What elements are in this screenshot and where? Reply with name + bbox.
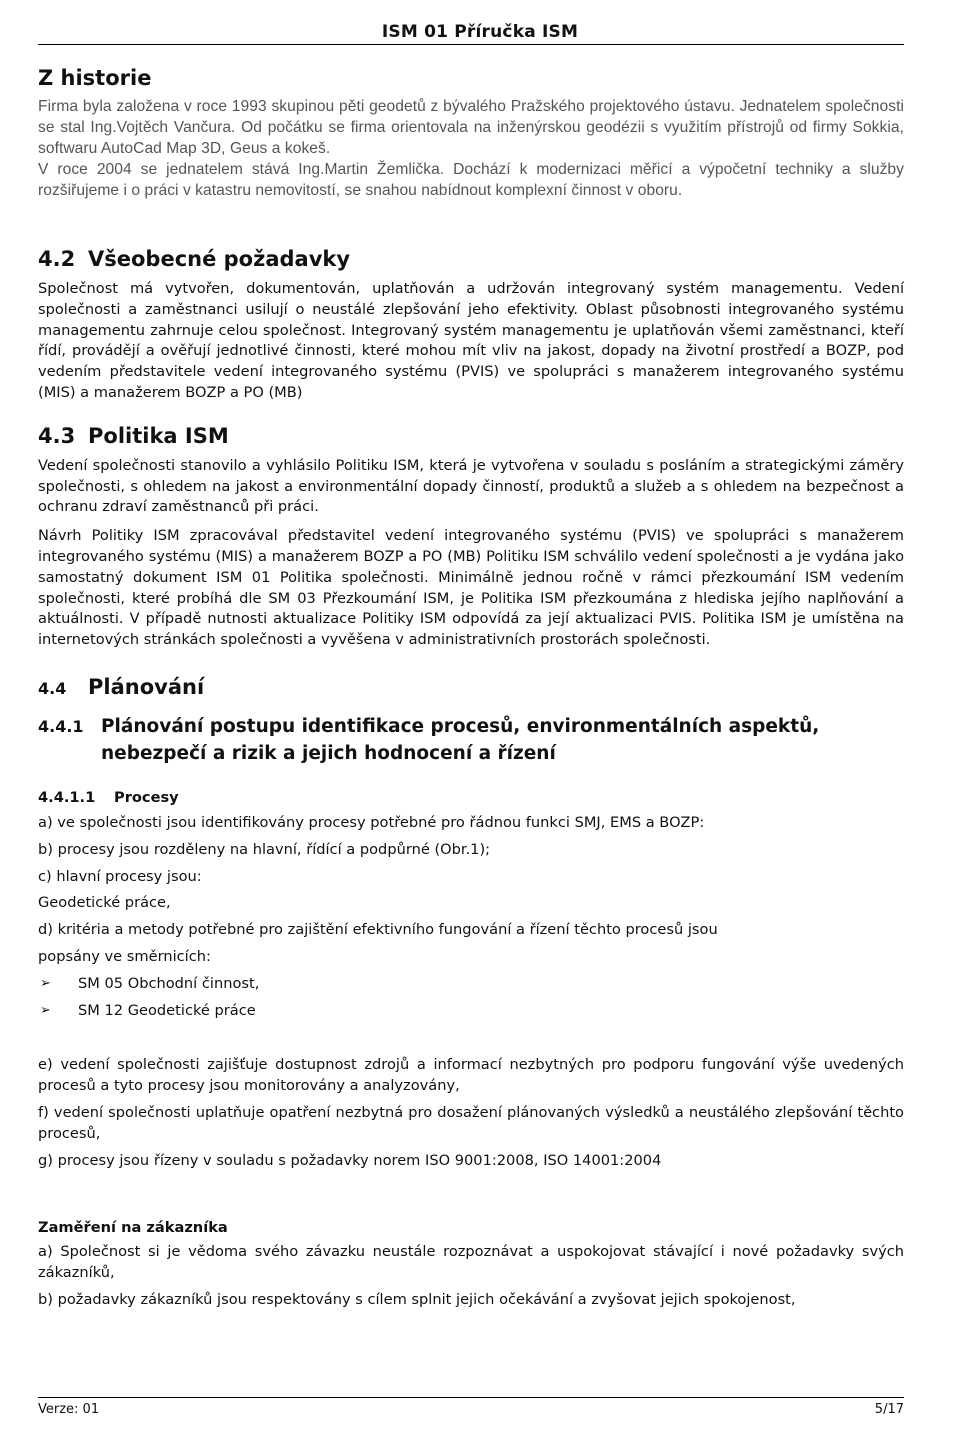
- section-number: 4.4.1: [38, 716, 84, 736]
- section-title: Procesy: [114, 788, 179, 806]
- section-number: 4.3: [38, 423, 76, 448]
- customer-item-b: b) požadavky zákazníků jsou respektovány s cílem splnit jejich očekávání a zvyšovat jejich spokojenost,: [38, 1290, 796, 1308]
- process-item-d-continued: popsány ve směrnicích:: [38, 947, 211, 965]
- process-item-f: f) vedení společnosti uplatňuje opatření nezbytná pro dosažení plánovaných výsledků a neustálého zlepšování těchto procesů,: [38, 1103, 904, 1142]
- customer-focus-heading: Zaměření na zákazníka: [38, 1219, 228, 1237]
- process-item-b: b) procesy jsou rozděleny na hlavní, řídící a podpůrné (Obr.1);: [38, 840, 491, 858]
- process-item-d: d) kritéria a metody potřebné pro zajištění efektivního fungování a řízení těchto procesů jsou: [38, 921, 718, 939]
- section-number: 4.2: [38, 247, 76, 271]
- section-title: Plánování: [88, 674, 205, 699]
- section-number: 4.4.1.1: [38, 788, 96, 806]
- section-4-4-1-heading: [38, 713, 904, 767]
- list-item-label: SM 12 Geodetické práce: [78, 1001, 256, 1019]
- process-item-c: c) hlavní procesy jsou:: [38, 867, 202, 885]
- section-4-3-paragraph-2: Návrh Politiky ISM zpracovával představitel vedení integrovaného systému (PVIS) ve spolupráci s manažerem integrovaného systému (MIS) a manažerem BOZP a PO (MB) Politiku ISM schválilo vedení společnosti a je vydána jako samostatný dokument ISM 01 Politika společnosti. Minimálně jednou ročně v rámci přezkoumání ISM vedením společnosti, které probíhá dle SM 03 Přezkoumání ISM, je Politika ISM přezkoumána z hlediska jejího naplňování a aktuálnosti. V případě nutnosti aktualizace Politiky ISM odpovídá za její aktualizaci PVIS. Politika ISM je umístěna na internetových stránkách společnosti a vyvěšena v administrativních prostorách společnosti.: [38, 527, 904, 649]
- section-4-3-heading: [38, 424, 904, 448]
- page-content: [38, 66, 904, 1311]
- history-paragraph-1: Firma byla založena v roce 1993 skupinou pěti geodetů z bývalého Pražského projektového ústavu. Jednatelem společnosti se stal Ing.Vojtěch Vančura. Od počátku se firma orientovala na inženýrskou geodézii s využitím přístrojů od firmy Sokkia, softwaru AutoCad Map 3D, Geus a kokeš.: [38, 98, 904, 157]
- process-item-e: e) vedení společnosti zajišťuje dostupnost zdrojů a informací nezbytných pro podporu fungování výše uvedených procesů a tyto procesy jsou monitorovány a analyzovány,: [38, 1056, 904, 1095]
- footer-page-number: 5/17: [874, 1402, 904, 1417]
- footer-rule: [38, 1397, 904, 1398]
- list-item: [38, 1001, 904, 1022]
- section-4-2-heading: [38, 247, 904, 271]
- list-item-label: SM 05 Obchodní činnost,: [78, 974, 260, 992]
- arrow-bullet-icon: ➢: [40, 1002, 51, 1018]
- header-rule: [38, 44, 904, 45]
- section-4-4-1-1-heading: [38, 789, 904, 806]
- header-title: ISM 01 Příručka ISM: [381, 22, 579, 42]
- history-paragraph-2: V roce 2004 se jednatelem stává Ing.Martin Žemlička. Dochází k modernizaci měřicí a výpočetní techniky a služby rozšiřujeme i o práci v katastru nemovitostí, se snahou nabídnout komplexní činnost v oboru.: [38, 161, 904, 199]
- section-4-2-paragraph: Společnost má vytvořen, dokumentován, uplatňován a udržován integrovaný systém managementu. Vedení společnosti a zaměstnanci usilují o neustálé zlepšování jeho efektivity. Oblast působnosti integrovaného systému managementu zahrnuje celou společnost. Integrovaný systém managementu je uplatňován všemi zaměstnanci, kteří řídí, provádějí a ověřují jednotlivé činnosti, které mohou mít vliv na jakost, dopady na životní prostředí a BOZP, pod vedením představitele vedení integrovaného systému (PVIS) ve spolupráci s manažerem integrovaného systému (MIS) a manažerem BOZP a PO (MB): [38, 280, 904, 401]
- section-title: Všeobecné požadavky: [88, 247, 351, 271]
- history-heading: Z historie: [38, 66, 152, 90]
- section-number: 4.4: [38, 678, 67, 698]
- section-title: Plánování postupu identifikace procesů, environmentálních aspektů, nebezpečí a rizik a jejich hodnocení a řízení: [101, 715, 820, 764]
- section-4-4-heading: [38, 675, 904, 699]
- directive-list: [38, 974, 904, 1022]
- footer-version: Verze: 01: [38, 1402, 100, 1417]
- list-item: [38, 974, 904, 995]
- customer-item-a: a) Společnost si je vědoma svého závazku neustále rozpoznávat a uspokojovat stávající i nové požadavky svých zákazníků,: [38, 1243, 904, 1282]
- arrow-bullet-icon: ➢: [40, 975, 51, 991]
- process-item-g: g) procesy jsou řízeny v souladu s požadavky norem ISO 9001:2008, ISO 14001:2004: [38, 1151, 662, 1169]
- process-item-a: a) ve společnosti jsou identifikovány procesy potřebné pro řádnou funkci SMJ, EMS a BOZP:: [38, 813, 705, 831]
- process-item-c-detail: Geodetické práce,: [38, 894, 171, 912]
- section-4-3-paragraph-1: Vedení společnosti stanovilo a vyhlásilo Politiku ISM, která je vytvořena v souladu s posláním a strategickými záměry společnosti, s ohledem na jakost a environmentální dopady činností, produktů a služeb a s ohledem na bezpečnost a ochranu zdraví zaměstnanců při práci.: [38, 456, 904, 516]
- section-title: Politika ISM: [88, 423, 229, 448]
